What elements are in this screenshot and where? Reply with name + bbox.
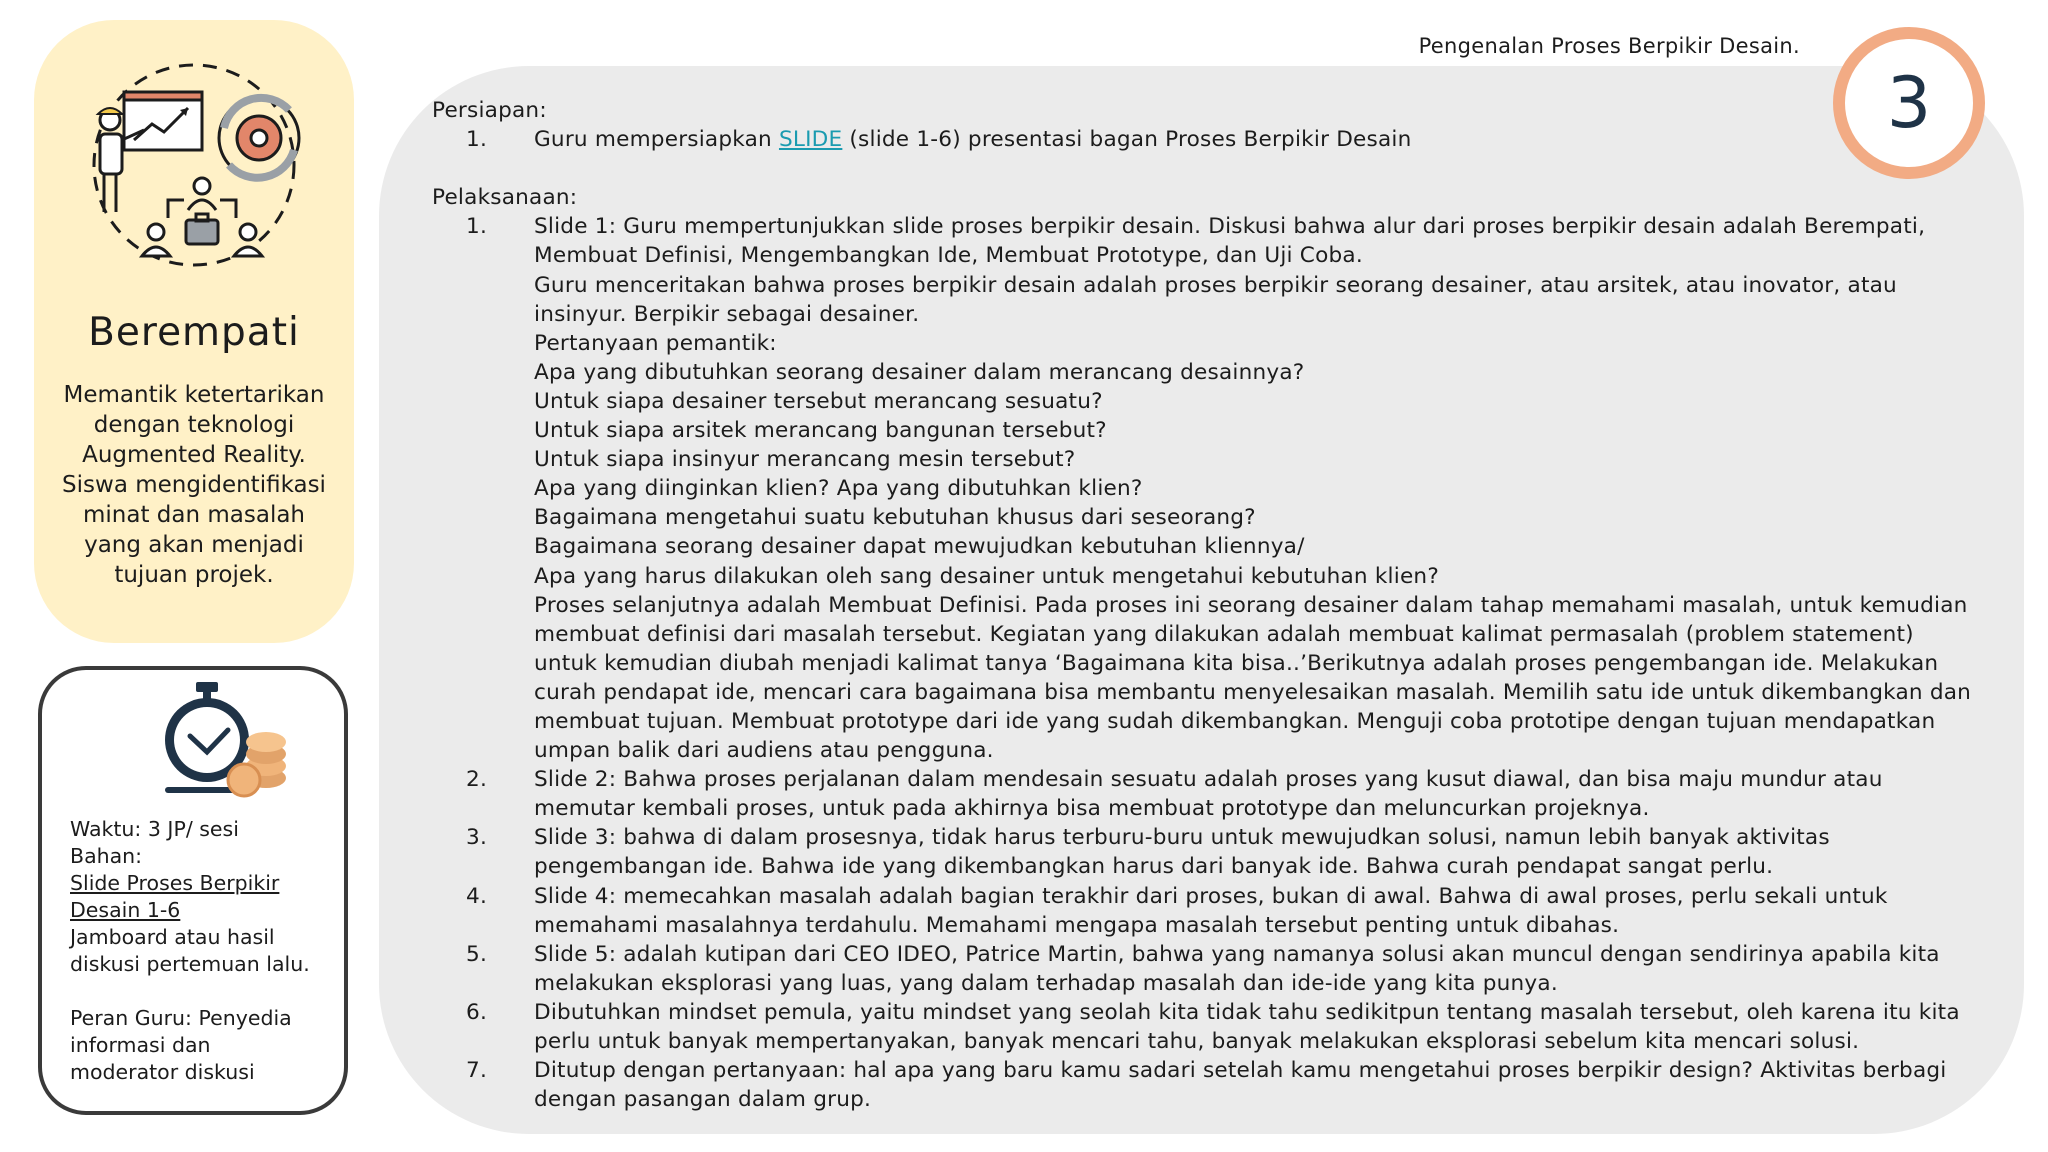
list-number: 1. xyxy=(466,214,488,240)
list-number: 1. xyxy=(466,127,488,153)
list-item-line: Apa yang harus dilakukan oleh sang desainer untuk mengetahui kebutuhan klien? xyxy=(534,563,1439,589)
list-item xyxy=(432,765,1992,823)
list-item-line: memahami masalahnya terdahulu. Memahami mengapa masalah tersebut penting untuk dibahas. xyxy=(534,912,1620,938)
phase-description-line: tujuan projek. xyxy=(114,562,274,588)
pelaksanaan-label: Pelaksanaan: xyxy=(432,185,578,211)
list-number: 2. xyxy=(466,767,488,793)
bahan-slide-link[interactable]: Desain 1-6 xyxy=(70,898,181,922)
phase-description-line: minat dan masalah xyxy=(82,502,305,528)
list-item-line: memutar kembali proses, untuk pada akhirnya bisa membuat prototype dan meluncurkan projeknya. xyxy=(534,796,1650,822)
bahan-extra-line: diskusi pertemuan lalu. xyxy=(70,952,310,976)
bahan-label: Bahan: xyxy=(70,844,143,868)
list-item-line: curah pendapat ide, mencari cara bagaimana bisa membantu menyelesaikan masalah. Memilih satu ide untuk dikembangkan dan xyxy=(534,679,1972,705)
list-item-line: Slide 3: bahwa di dalam prosesnya, tidak harus terburu-buru untuk mewujudkan solusi, namun lebih banyak aktivitas xyxy=(534,825,1830,851)
phase-description-line: Siswa mengidentifikasi xyxy=(62,472,326,498)
list-item-line: Dibutuhkan mindset pemula, yaitu mindset yang seolah kita tidak tahu sedikitpun tentang masalah tersebut, oleh karena itu kita xyxy=(534,999,1960,1025)
list-item xyxy=(432,125,1992,154)
info-text xyxy=(70,816,340,1086)
list-item-line: Slide 4: memecahkan masalah adalah bagian terakhir dari proses, bukan di awal. Bahwa di awal proses, perlu sekali untuk xyxy=(534,883,1888,909)
list-item-line: Slide 1: Guru mempertunjukkan slide proses berpikir desain. Diskusi bahwa alur dari proses berpikir desain adalah Berempati, xyxy=(534,214,1926,240)
persiapan-list xyxy=(432,125,1992,154)
persiapan-label: Persiapan: xyxy=(432,98,547,123)
list-number: 5. xyxy=(466,941,488,967)
bahan-slide-link[interactable]: Slide Proses Berpikir xyxy=(70,871,280,895)
list-number: 4. xyxy=(466,883,488,909)
list-item xyxy=(432,882,1992,940)
phase-description-line: yang akan menjadi xyxy=(84,532,304,558)
list-item-line: Ditutup dengan pertanyaan: hal apa yang baru kamu sadari setelah kamu mengetahui proses berpikir design? Aktivitas berbagi xyxy=(534,1058,1947,1084)
list-item xyxy=(432,998,1992,1056)
content-text xyxy=(432,96,1992,1114)
list-item-line: Guru menceritakan bahwa proses berpikir desain adalah proses berpikir seorang desainer, atau arsitek, atau inovator, atau xyxy=(534,272,1897,298)
waktu-text: Waktu: 3 JP/ sesi xyxy=(70,817,239,841)
list-item-line: melakukan eksplorasi yang luas, yang dalam terhadap masalah dan ide-ide yang kita punya. xyxy=(534,970,1558,996)
list-item-line: Slide 2: Bahwa proses perjalanan dalam mendesain sesuatu adalah proses yang kusut diawal, dan bisa maju mundur atau xyxy=(534,767,1883,793)
list-number: 6. xyxy=(466,999,488,1025)
bahan-extra-line: Jamboard atau hasil xyxy=(70,925,275,949)
peran-line: informasi dan xyxy=(70,1033,211,1057)
slide-link[interactable]: SLIDE xyxy=(778,127,843,153)
list-number: 3. xyxy=(466,825,488,851)
stopwatch-coins-icon xyxy=(158,678,308,808)
design-thinking-presentation-icon xyxy=(84,50,304,280)
list-item-line: Untuk siapa arsitek merancang bangunan tersebut? xyxy=(534,418,1107,444)
list-item-line: Proses selanjutnya adalah Membuat Definisi. Pada proses ini seorang desainer dalam tahap memahami masalah, untuk kemudian xyxy=(534,592,1968,618)
list-number: 7. xyxy=(466,1058,488,1084)
list-item-line: Membuat Definisi, Mengembangkan Ide, Membuat Prototype, dan Uji Coba. xyxy=(534,243,1363,269)
pelaksanaan-list xyxy=(432,212,1992,1114)
list-item-line: membuat tujuan. Membuat prototype dari ide yang sudah dikembangkan. Menguji coba prototipe dengan tujuan mendapatkan xyxy=(534,708,1936,734)
phase-description-line: Memantik ketertarikan xyxy=(63,382,325,408)
list-item-line: Apa yang dibutuhkan seorang desainer dalam merancang desainnya? xyxy=(534,359,1305,385)
phase-description-line: Augmented Reality. xyxy=(82,442,306,468)
list-item-line: Apa yang diinginkan klien? Apa yang dibutuhkan klien? xyxy=(534,476,1143,502)
list-item-line: insinyur. Berpikir sebagai desainer. xyxy=(534,301,920,327)
list-item-line: Untuk siapa insinyur merancang mesin tersebut? xyxy=(534,447,1076,473)
list-item-line: Untuk siapa desainer tersebut merancang sesuatu? xyxy=(534,388,1103,414)
list-item-line: umpan balik dari audiens atau pengguna. xyxy=(534,738,994,764)
list-item xyxy=(432,940,1992,998)
list-item-line: Slide 5: adalah kutipan dari CEO IDEO, Patrice Martin, bahwa yang namanya solusi akan muncul dengan sendirinya apabila kita xyxy=(534,941,1940,967)
list-item xyxy=(432,823,1992,881)
list-item-line: dengan pasangan dalam grup. xyxy=(534,1087,872,1113)
phase-description xyxy=(48,380,340,590)
list-item-line: Bagaimana seorang desainer dapat mewujudkan kebutuhan kliennya/ xyxy=(534,534,1305,560)
list-item xyxy=(432,212,1992,765)
persiapan-text: (slide 1-6) presentasi bagan Proses Berpikir Desain xyxy=(842,127,1412,153)
list-item-line: pengembangan ide. Bahwa ide yang dikembangkan harus dari banyak ide. Bahwa curah pendapat sangat perlu. xyxy=(534,854,1774,880)
list-item-line: membuat definisi dari masalah tersebut. Kegiatan yang dilakukan adalah membuat kalimat permasalah (problem statement) xyxy=(534,621,1914,647)
list-item-line: Pertanyaan pemantik: xyxy=(534,330,777,356)
persiapan-text: Guru mempersiapkan xyxy=(534,127,779,153)
peran-line: moderator diskusi xyxy=(70,1060,255,1084)
slide-number-badge: 3 xyxy=(1833,27,1985,179)
info-card xyxy=(38,666,348,1115)
phase-title: Berempati xyxy=(88,310,300,355)
phase-card xyxy=(34,20,354,643)
list-item-line: untuk kemudian diubah menjadi kalimat tanya ‘Bagaimana kita bisa..’Berikutnya adalah proses pengembangan ide. Melakukan xyxy=(534,650,1939,676)
list-item-line: perlu untuk banyak mempertanyakan, banyak mencari tahu, banyak melakukan eksplorasi sebelum kita mencari solusi. xyxy=(534,1029,1860,1054)
phase-description-line: dengan teknologi xyxy=(93,412,295,438)
list-item-line: Bagaimana mengetahui suatu kebutuhan khusus dari seseorang? xyxy=(534,505,1256,531)
page-title: Pengenalan Proses Berpikir Desain. xyxy=(1418,34,1800,58)
list-item xyxy=(432,1056,1992,1114)
peran-line: Peran Guru: Penyedia xyxy=(70,1006,292,1030)
